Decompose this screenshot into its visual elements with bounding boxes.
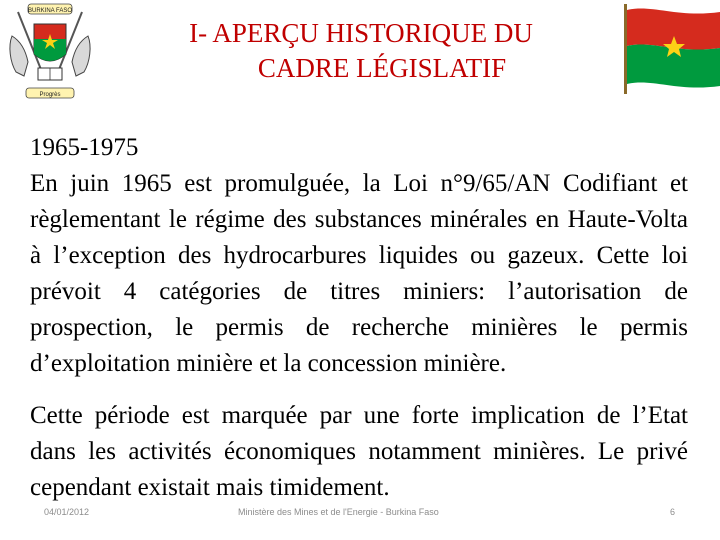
footer-date: 04/01/2012	[44, 507, 90, 517]
footer-page-number: 6	[670, 507, 676, 517]
title-line-1: I- APERÇU HISTORIQUE DU	[189, 18, 533, 48]
slide-body	[30, 130, 688, 506]
emblem-top-text: BURKINA FASO	[27, 8, 73, 14]
paragraph-state-role: Cette période est marquée par une forte implication de l’Etat dans les activités économiques notamment minières. Le privé cependant existait mais timidement.	[30, 402, 688, 501]
slide-title	[100, 16, 622, 86]
paragraph-law: En juin 1965 est promulguée, la Loi n°9/65/AN Codifiant et règlementant le régime des substances minérales en Haute-Volta à l’exception des hydrocarbures liquides ou gazeux. Cette loi prévoit 4 catégories de titres miniers: l’autorisation de prospection, le permis de recherche minières le permis d’exploitation minière et la concession minière.	[30, 170, 688, 377]
footer-ministry: Ministère des Mines et de l'Energie - Burkina Faso	[238, 507, 439, 517]
period-heading: 1965-1975	[30, 134, 139, 161]
burkina-faso-emblem	[4, 2, 96, 106]
title-line-2: CADRE LÉGISLATIF	[257, 53, 507, 83]
emblem-bottom-text: Progrès	[39, 92, 61, 98]
flag-pole	[624, 4, 627, 94]
burkina-faso-flag	[622, 4, 720, 94]
emblem-shield	[34, 24, 66, 61]
